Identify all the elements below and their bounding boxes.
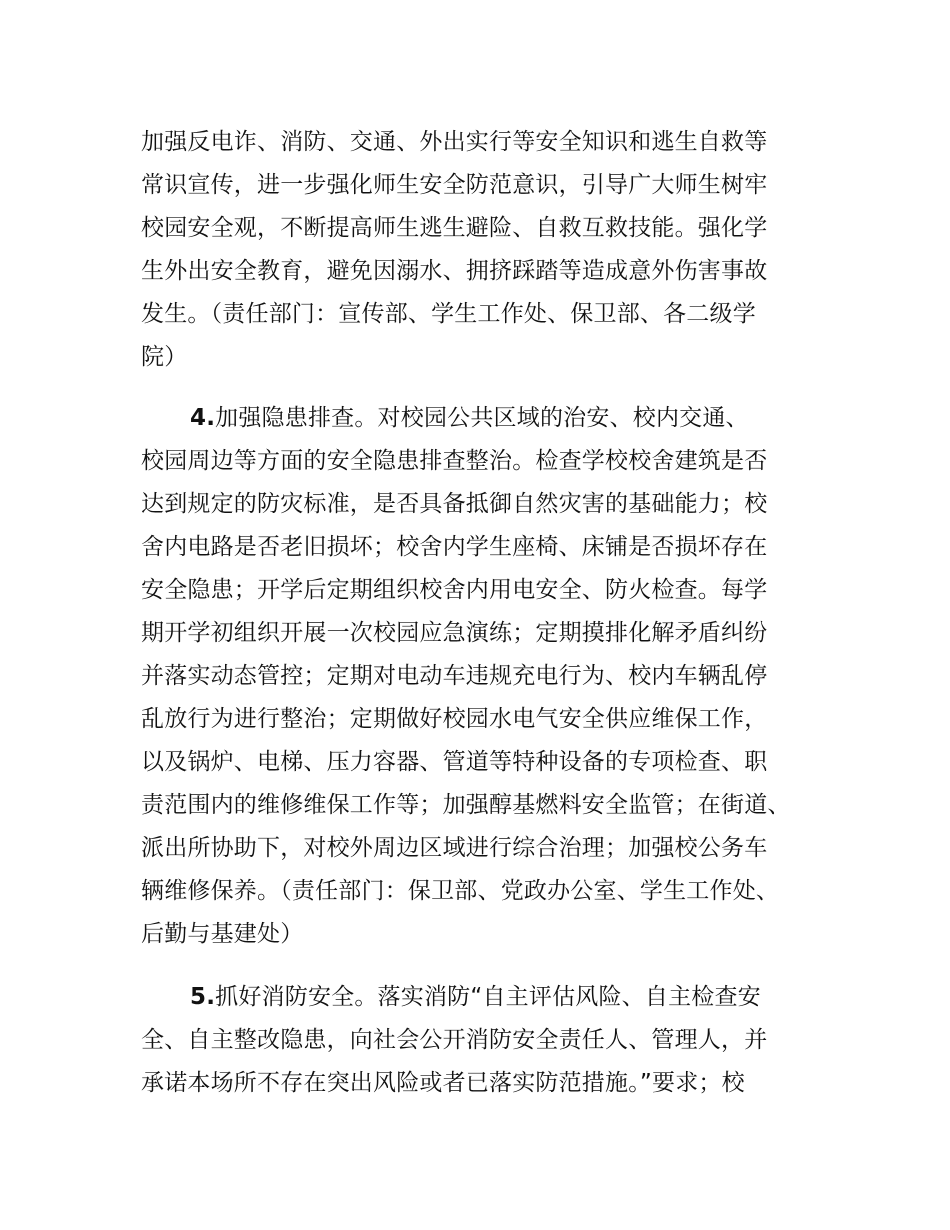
paragraph-line: 安全隐患；开学后定期组织校舍内用电安全、防火检查。每学	[141, 577, 768, 603]
paragraph-line: 并落实动态管控；定期对电动车违规充电行为、校内车辆乱停	[141, 663, 768, 689]
paragraph-line: 乱放行为进行整治；定期做好校园水电气安全供应维保工作，	[141, 706, 768, 732]
paragraph-line: 派出所协助下，对校外周边区域进行综合治理；加强校公务车	[141, 835, 768, 861]
paragraph-line: 常识宣传，进一步强化师生安全防范意识，引导广大师生树牢	[141, 172, 768, 198]
paragraph-line: 承诺本场所不存在突出风险或者已落实防范措施。”要求；校	[141, 1070, 745, 1096]
paragraph-line: 舍内电路是否老旧损坏；校舍内学生座椅、床铺是否损坏存在	[141, 534, 768, 560]
paragraph-first-line	[190, 403, 749, 433]
paragraph-line: 期开学初组织开展一次校园应急演练；定期摸排化解矛盾纠纷	[141, 620, 768, 646]
paragraph-number: 5.	[190, 984, 216, 1010]
paragraph-line: 生外出安全教育，避免因溺水、拥挤踩踏等造成意外伤害事故	[141, 258, 768, 284]
paragraph-heading-text: 抓好消防安全。落实消防“自主评估风险、自主检查安	[215, 984, 761, 1010]
paragraph-line: 责范围内的维修维保工作等；加强醇基燃料安全监管；在街道、	[141, 792, 791, 818]
paragraph-line: 辆维修保养。（责任部门：保卫部、党政办公室、学生工作处、	[141, 878, 780, 904]
paragraph-number: 4.	[190, 405, 216, 431]
paragraph-line: 后勤与基建处）	[141, 921, 304, 947]
paragraph-line: 院）	[141, 344, 188, 370]
paragraph-first-line	[190, 982, 761, 1012]
paragraph-heading-text: 加强隐患排查。对校园公共区域的治安、校内交通、	[215, 405, 749, 431]
paragraph-line: 全、自主整改隐患，向社会公开消防安全责任人、管理人，并	[141, 1027, 768, 1053]
paragraph-line: 校园周边等方面的安全隐患排查整治。检查学校校舍建筑是否	[141, 448, 768, 474]
paragraph-line: 加强反电诈、消防、交通、外出实行等安全知识和逃生自救等	[141, 129, 768, 155]
paragraph-line: 达到规定的防灾标准，是否具备抵御自然灾害的基础能力；校	[141, 491, 768, 517]
paragraph-line: 发生。（责任部门：宣传部、学生工作处、保卫部、各二级学	[141, 301, 756, 327]
paragraph-line: 以及锅炉、电梯、压力容器、管道等特种设备的专项检查、职	[141, 749, 768, 775]
paragraph-line: 校园安全观，不断提高师生逃生避险、自救互救技能。强化学	[141, 215, 768, 241]
